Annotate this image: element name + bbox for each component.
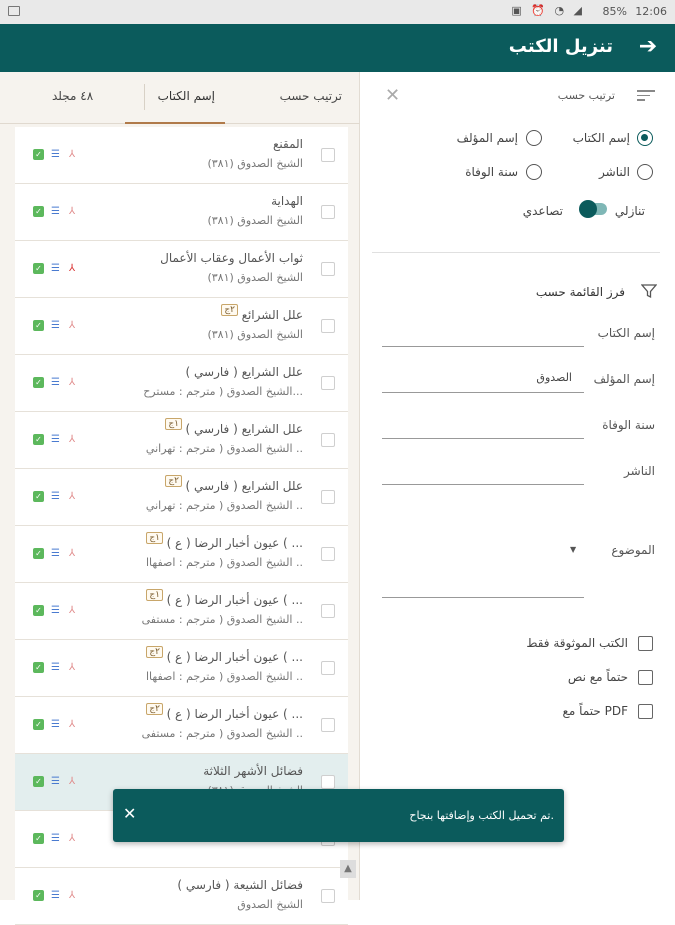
status-icons: ▣ ⏰ ◔ ◢ [511,4,585,17]
book-author: الشيخ الصدوق (٣٨١) [207,328,303,341]
downloaded-check-icon: ✓ [33,434,44,445]
radio-publisher-label: الناشر [599,165,630,179]
book-title: علل الشرايع ( فارسي ) [185,365,303,379]
order-toggle[interactable] [581,203,607,215]
radio-publisher[interactable] [637,164,653,180]
pdf-icon: ⅄ [69,833,76,844]
pdf-icon: ⅄ [69,605,76,616]
author-name-field[interactable] [382,363,584,393]
text-available-icon: ☰ [51,605,60,616]
book-title: عيون أخبار الرضا ( ع ) ( ... [166,650,303,664]
pdf-icon: ⅄ [69,377,76,388]
book-title: عيون أخبار الرضا ( ع ) ( ... [166,536,303,550]
book-row[interactable] [15,697,348,754]
radio-author-name-label: إسم المؤلف [456,131,518,145]
downloaded-check-icon: ✓ [33,206,44,217]
book-row[interactable] [15,241,348,298]
radio-death-year[interactable] [526,164,542,180]
clock: 12:06 [635,5,667,18]
pdf-icon: ⅄ [69,776,76,787]
sort-by-label[interactable]: ترتيب حسب [279,89,342,103]
row-checkbox[interactable] [321,775,335,789]
book-author: الشيخ الصدوق ( مترجم : مستفى .. [141,613,303,626]
volume-count: ٤٨ مجلد [52,89,94,103]
tab-label: إسم الكتاب [157,89,215,103]
book-title: علل الشرائع [241,308,303,322]
downloaded-check-icon: ✓ [33,776,44,787]
text-available-icon: ☰ [51,833,60,844]
status-bar [0,0,675,24]
page-title: تنزيل الكتب [508,36,613,57]
book-row[interactable] [15,127,348,184]
with-text-checkbox[interactable] [638,670,653,685]
book-row[interactable] [15,469,348,526]
book-author: الشيخ الصدوق (٣٨١) [207,271,303,284]
downloaded-check-icon: ✓ [33,320,44,331]
book-title: ثواب الأعمال وعقاب الأعمال [160,251,303,265]
row-checkbox[interactable] [321,205,335,219]
book-author: الشيخ الصدوق (٣٨١) [207,157,303,170]
downloaded-check-icon: ✓ [33,719,44,730]
book-title: الهداية [271,194,303,208]
radio-death-year-label: سنة الوفاة [465,165,518,179]
row-checkbox[interactable] [321,490,335,504]
filter-funnel-icon [641,283,657,299]
text-available-icon: ☰ [51,890,60,901]
book-row[interactable] [15,526,348,583]
radio-author-name[interactable] [526,130,542,146]
pdf-icon: ⅄ [69,206,76,217]
text-available-icon: ☰ [51,149,60,160]
author-name-label: إسم المؤلف [593,372,655,386]
with-pdf-label: حتماً مع PDF [562,704,628,718]
text-available-icon: ☰ [51,776,60,787]
downloaded-check-icon: ✓ [33,662,44,673]
book-author: الشيخ الصدوق ( مترجم : اصفهاا .. [145,670,303,683]
downloaded-check-icon: ✓ [33,377,44,388]
row-checkbox[interactable] [321,889,335,903]
book-author: الشيخ الصدوق (٣٨١) [207,214,303,227]
book-author: الشيخ الصدوق ( مترجم : تهراني .. [145,499,303,512]
text-available-icon: ☰ [51,548,60,559]
text-available-icon: ☰ [51,377,60,388]
pdf-icon: ⅄ [69,491,76,502]
row-checkbox[interactable] [321,148,335,162]
book-row[interactable] [15,640,348,697]
snackbar [113,789,564,842]
book-author: الشيخ الصدوق ( مترجم : مسترح... [143,385,303,398]
book-row[interactable] [15,583,348,640]
author-name-value: الصدوق [536,371,572,384]
row-checkbox[interactable] [321,718,335,732]
text-available-icon: ☰ [51,491,60,502]
pdf-icon: ⅄ [69,548,76,559]
verified-only-checkbox[interactable] [638,636,653,651]
divider [372,252,660,253]
book-row[interactable] [15,355,348,412]
chevron-down-icon[interactable]: ▼ [570,545,577,554]
with-text-label: حتماً مع نص [567,670,628,684]
scroll-up-icon[interactable]: ▲ [340,860,356,878]
sort-icon [637,90,655,102]
row-checkbox[interactable] [321,433,335,447]
snackbar-close-icon[interactable]: ✕ [123,804,137,823]
back-arrow-icon[interactable]: ➔ [638,34,658,59]
row-checkbox[interactable] [321,319,335,333]
book-row[interactable] [15,184,348,241]
book-row[interactable] [15,298,348,355]
verified-only-label: الكتب الموثوقة فقط [526,636,628,650]
descending-label: تنازلي [614,204,645,218]
toggle-knob [579,200,597,218]
book-name-field[interactable] [382,317,584,347]
death-year-label: سنة الوفاة [602,418,655,432]
row-checkbox[interactable] [321,661,335,675]
book-row[interactable] [15,412,348,469]
book-row[interactable] [15,868,348,925]
book-list-pane [0,72,360,911]
text-available-icon: ☰ [51,320,60,331]
book-author: الشيخ الصدوق ( مترجم : اصفهاا .. [145,556,303,569]
row-checkbox[interactable] [321,262,335,276]
radio-book-name-label: إسم الكتاب [572,131,630,145]
publisher-label: الناشر [624,464,655,478]
book-title: عيون أخبار الرضا ( ع ) ( ... [166,707,303,721]
book-title: علل الشرايع ( فارسي ) [185,422,303,436]
pdf-icon: ⅄ [69,434,76,445]
pdf-icon: ⅄ [69,320,76,331]
volume-badge: ٢ج [221,304,238,316]
sort-header: ترتيب حسب [557,89,615,102]
book-title: فضائل الأشهر الثلاثة [203,764,303,778]
text-available-icon: ☰ [51,263,60,274]
filter-pane [360,72,675,900]
pdf-icon: ⅄ [69,662,76,673]
book-author: الشيخ الصدوق ( مترجم : مستفى .. [141,727,303,740]
app-bar [0,24,675,72]
radio-book-name[interactable] [637,130,653,146]
death-year-field[interactable] [382,409,584,439]
book-title: المقنع [272,137,303,151]
book-title: علل الشرايع ( فارسي ) [185,479,303,493]
row-checkbox[interactable] [321,376,335,390]
volume-badge: ٢ج [146,646,163,658]
text-available-icon: ☰ [51,662,60,673]
subject-label: الموضوع [611,543,655,557]
text-available-icon: ☰ [51,434,60,445]
book-title: فضائل الشيعة ( فارسي ) [177,878,303,892]
downloaded-check-icon: ✓ [33,149,44,160]
volume-badge: ٢ج [165,475,182,487]
volume-badge: ٢ج [146,703,163,715]
header-divider [144,84,145,110]
pdf-icon: ⅄ [69,149,76,160]
downloaded-check-icon: ✓ [33,491,44,502]
pdf-icon: ⅄ [69,890,76,901]
downloaded-check-icon: ✓ [33,605,44,616]
snackbar-message: تم تحميل الكتب وإضافتها بنجاح. [409,809,554,822]
list-header [0,72,360,124]
volume-badge: ١ج [146,532,163,544]
book-author: الشيخ الصدوق ( مترجم : تهراني .. [145,442,303,455]
image-notification-icon [8,6,20,16]
downloaded-check-icon: ✓ [33,890,44,901]
row-checkbox[interactable] [321,604,335,618]
pdf-icon: ⅄ [69,719,76,730]
downloaded-check-icon: ✓ [33,833,44,844]
battery-level: 85% [602,5,627,18]
downloaded-check-icon: ✓ [33,548,44,559]
downloaded-check-icon: ✓ [33,263,44,274]
text-available-icon: ☰ [51,719,60,730]
close-icon[interactable]: ✕ [385,85,401,106]
ascending-label: تصاعدي [522,204,563,218]
pdf-icon: ⅄ [69,263,76,274]
book-author: الشيخ الصدوق [237,898,303,911]
publisher-field[interactable] [382,455,584,485]
subject-dropdown[interactable] [382,568,584,598]
tab-sort-book-name[interactable] [125,72,225,124]
book-name-label: إسم الكتاب [597,326,655,340]
volume-badge: ١ج [146,589,163,601]
book-title: عيون أخبار الرضا ( ع ) ( ... [166,593,303,607]
filter-header: فرز القائمة حسب [535,285,625,299]
text-available-icon: ☰ [51,206,60,217]
row-checkbox[interactable] [321,547,335,561]
volume-badge: ١ج [165,418,182,430]
with-pdf-checkbox[interactable] [638,704,653,719]
